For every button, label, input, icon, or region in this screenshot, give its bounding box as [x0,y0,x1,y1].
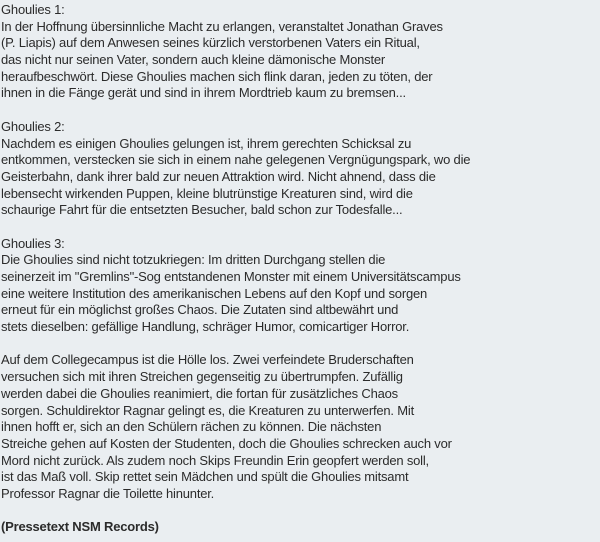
text-line: stets dieselben: gefällige Handlung, schräger Humor, comicartiger Horror. [1,319,410,335]
section-ghoulies-1 [1,2,597,102]
plot-summary [1,352,597,502]
section-ghoulies-3 [1,236,597,336]
paragraph-gap [1,102,597,119]
text-line: ihnen in die Fänge gerät und sind in ihrem Mordtrieb kaum zu bremsen... [1,85,406,101]
text-line: lebensecht wirkenden Puppen, kleine blutrünstige Kreaturen sind, wird die [1,185,413,201]
paragraph-gap [1,336,597,353]
text-line: Die Ghoulies sind nicht totzukriegen: Im dritten Durchgang stellen die [1,252,386,268]
section-heading: Ghoulies 2: [1,118,65,134]
text-line: Streiche gehen auf Kosten der Studenten, doch die Ghoulies schrecken auch vor [1,435,452,451]
text-line: seinerzeit im "Gremlins"-Sog entstandenen Monster mit einem Universitätscampus [1,269,461,284]
text-line: das nicht nur seinen Vater, sondern auch kleine dämonische Monster [1,52,386,68]
text-line: schaurige Fahrt für die entsetzten Besucher, bald schon zur Todesfalle... [1,202,403,218]
paragraph-gap [1,503,597,520]
section-ghoulies-2 [1,119,597,219]
text-line: versuchen sich mit ihren Streichen gegenseitig zu übertrumpfen. Zufällig [1,369,403,385]
section-heading: Ghoulies 3: [1,235,65,251]
text-line: (P. Liapis) auf dem Anwesen seines kürzlich verstorbenen Vaters ein Ritual, [1,35,420,51]
text-line: Professor Ragnar die Toilette hinunter. [1,485,215,501]
text-line: ist das Maß voll. Skip rettet sein Mädchen und spült die Ghoulies mitsamt [1,469,409,485]
text-line: Auf dem Collegecampus ist die Hölle los. Zwei verfeindete Bruderschaften [1,352,414,368]
text-line: Geisterbahn, dank ihrer bald zur neuen Attraktion wird. Nicht ahnend, dass die [1,168,436,184]
text-line: eine weitere Institution des amerikanischen Lebens auf den Kopf und sorgen [1,285,428,301]
text-line: heraufbeschwört. Diese Ghoulies machen sich flink daran, jeden zu töten, der [1,68,433,84]
text-line: ihnen hofft er, sich an den Schülern rächen zu können. Die nächsten [1,419,382,435]
text-line: Mord nicht zurück. Als zudem noch Skips Freundin Erin geopfert werden soll, [1,452,429,468]
text-line: erneut für ein möglichst großes Chaos. Die Zutaten sind altbewährt und [1,302,399,318]
text-line: werden dabei die Ghoulies reanimiert, die fortan für zusätzliches Chaos [1,385,398,401]
section-heading: Ghoulies 1: [1,2,65,17]
text-line: sorgen. Schuldirektor Ragnar gelingt es, die Kreaturen zu unterwerfen. Mit [1,402,414,418]
paragraph-gap [1,219,597,236]
text-line: Nachdem es einigen Ghoulies gelungen ist, ihrem gerechten Schicksal zu [1,135,412,151]
text-line: entkommen, verstecken sie sich in einem nahe gelegenen Vergnügungspark, wo die [1,152,471,168]
text-line: In der Hoffnung übersinnliche Macht zu erlangen, veranstaltet Jonathan Graves [1,18,443,34]
press-credit: (Pressetext NSM Records) [1,519,159,535]
